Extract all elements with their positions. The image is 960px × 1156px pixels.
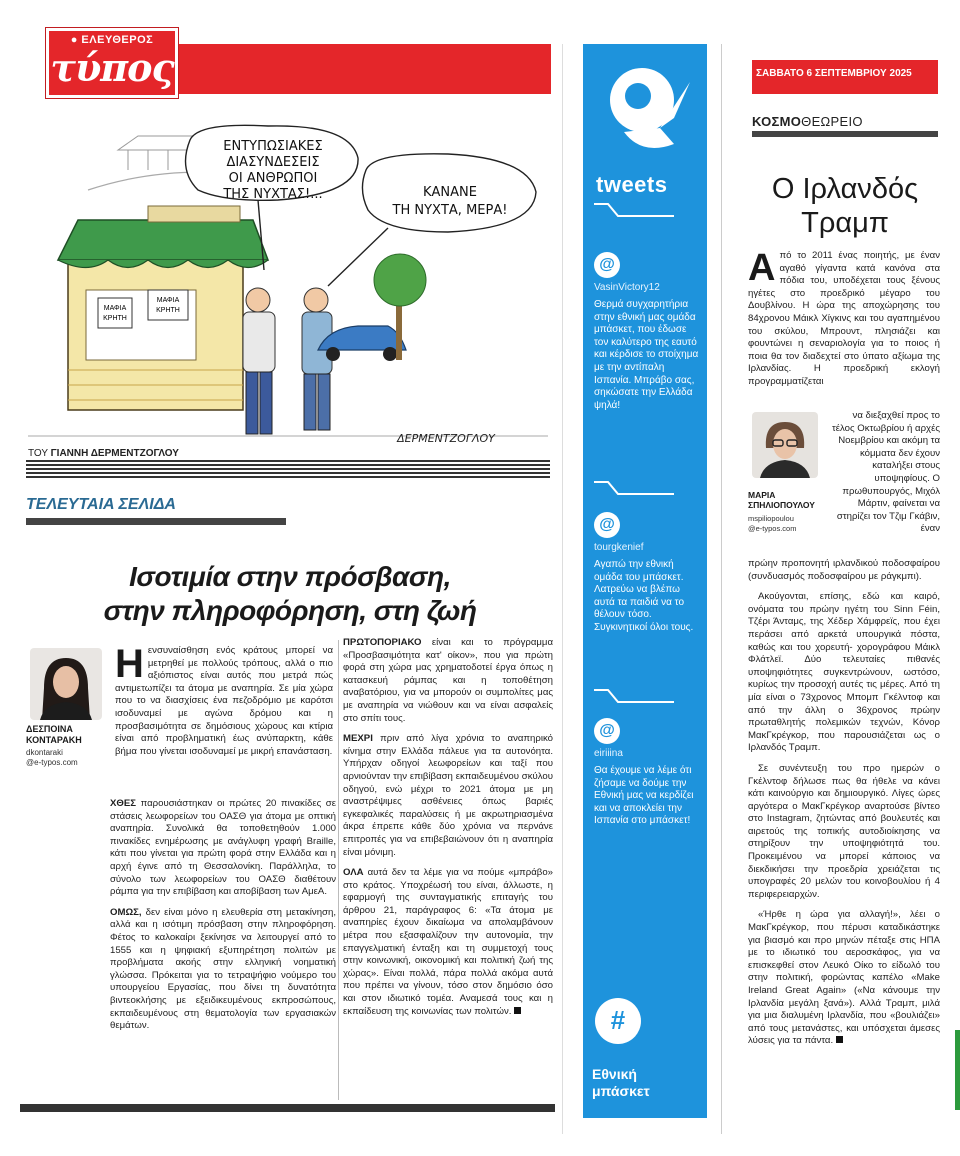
section-label: ΤΕΛΕΥΤΑΙΑ ΣΕΛΙΔΑ bbox=[26, 496, 176, 513]
paragraph-lead: ΜΕΧΡΙ bbox=[343, 733, 373, 745]
svg-text:ΤΗ ΝΥΧΤΑ, ΜΕΡΑ!: ΤΗ ΝΥΧΤΑ, ΜΕΡΑ! bbox=[392, 203, 508, 218]
tweet-user[interactable]: eiriiina bbox=[594, 748, 623, 759]
column-text-body bbox=[748, 558, 940, 1056]
dropcap: Η bbox=[115, 642, 144, 686]
columnist-handle: mspiliopoulou bbox=[748, 514, 794, 523]
article-column-1 bbox=[110, 798, 336, 1041]
end-mark bbox=[514, 1007, 521, 1014]
paragraph-lead: ΟΜΩΣ, bbox=[110, 906, 142, 918]
logo-subtitle: ● ΕΛΕΥΘΕΡΟΣ bbox=[70, 34, 154, 46]
title-line: Τραμπ bbox=[801, 207, 889, 239]
tweet-text: Θα έχουμε να λέμε ότι ζήσαμε να δούμε την Εθνική μας να κερδίζει και να αποκλείει την Ισπανία στο μπάσκετ! bbox=[594, 765, 694, 827]
zigzag-divider bbox=[594, 686, 674, 706]
paragraph: Σε συνέντευξη του προ ημερών ο Γκέλντοφ δήλωσε πως θα ήθελε να κάνει κάτι καινούργιο και δημιουργικό. Λίγες ώρες αργότερα ο ΜακΓκρέγκορ αναρτούσε βίντεο στο Instagram, ζητώντας από βουλευτές και αιρετούς της τοπικής αυτοδιοίκησης να στηρίξουν την υποψηφιότητά του. Προκειμένου να μπορεί κάποιος να διεκδικήσει την προεδρία χρειάζεται τις υπογραφές 20 μελών του κοινοβουλίου ή 4 περιφερειαρχών. bbox=[748, 762, 940, 900]
article-column-2 bbox=[343, 637, 553, 1026]
column-section-label bbox=[752, 114, 863, 129]
credit-prefix: ΤΟΥ bbox=[28, 448, 48, 459]
paragraph: είναι και το πρόγραμμα «Προσβασιμότητα κατ' οίκον», που για πρώτη φορά στη χώρα μας χρηματοδοτεί έργα όπως η κατασκευή ράμπας και η τοποθέτηση αναβατόριου, για να μπορούν οι συμπολίτες μας με αναπηρία να νιώθουν και να είναι ασφαλείς στο σπίτι τους. bbox=[343, 637, 553, 724]
columnist-email bbox=[748, 514, 796, 533]
article-headline bbox=[30, 560, 550, 628]
page-edge-marker bbox=[955, 1030, 960, 1110]
hashtag-label[interactable] bbox=[592, 1066, 650, 1100]
issue-date: ΣΑΒΒΑΤΟ 6 ΣΕΠΤΕΜΒΡΙΟΥ 2025 bbox=[756, 68, 912, 79]
svg-text:ΔΕΡΜΕΝΤΖΟΓΛΟΥ: ΔΕΡΜΕΝΤΖΟΓΛΟΥ bbox=[397, 432, 495, 445]
paragraph-lead: ΟΛΑ bbox=[343, 867, 364, 879]
tweets-logo-icon bbox=[590, 58, 700, 168]
author-photo bbox=[30, 648, 102, 720]
article-column-intro bbox=[115, 642, 333, 766]
paragraph: να διεξαχθεί προς το τέλος Οκτωβρίου ή αρχές Νοεμβρίου και ακόμη τα κόμματα δεν έχουν καταλήξει στους υποψηφίους. Ο πρωθυπουργός, Μιχόλ Μάρτιν, φαίνεται να στηρίζει τον Τζιμ Γκάβιν, έναν bbox=[831, 410, 940, 535]
column-text-top bbox=[748, 247, 940, 393]
title-line: Ο Ιρλανδός bbox=[771, 173, 919, 205]
bottom-rule bbox=[20, 1104, 555, 1112]
tweet-text: Αγαπώ την εθνική ομάδα του μπάσκετ. Λατρεύω να βλέπω αυτά τα παιδιά να το θέλουν τόσο. Συγκινητικοί όλοι τους. bbox=[594, 559, 694, 633]
at-icon: @ bbox=[594, 718, 620, 744]
paragraph: Ακούγονται, επίσης, εδώ και καιρό, ονόματα του πρώην ηγέτη του Sinn Féin, Τζέρι Άνταμς, της Χέδερ Χάμφρεϊς, που έχει περάσει από αρκετά υπουργικά πόστα, καθώς και του χορευτή- χορογράφου Μάικλ Φλάτλεϊ. Δύο τελευταίες πιθανές υποψηφιότητες συγκεντρώνουν, ωστόσο, κυρίως την προσοχή αυτές τις μέρες. Από τη μία είναι ο 73χρονος Μπομπ Γκέλντοφ και από την άλλη ο 36χρονος πρώην πρωταθλητής πολεμικών τεχνών, Κόνορ ΜακΓκρέγκορ, που παρουσιάζεται ως ο Ιρλανδός Τραμπ. bbox=[748, 591, 940, 754]
svg-text:ΟΙ ΑΝΘΡΩΠΟΙ: ΟΙ ΑΝΘΡΩΠΟΙ bbox=[228, 171, 318, 186]
kiosk-sign-2: ΜΑΦΙΑ bbox=[156, 297, 180, 304]
headline-line: στην πληροφόρηση, στη ζωή bbox=[103, 595, 477, 626]
column-text-beside-photo bbox=[828, 410, 940, 544]
at-icon: @ bbox=[594, 512, 620, 538]
tweet-item[interactable] bbox=[594, 512, 702, 635]
at-icon: @ bbox=[594, 252, 620, 278]
end-mark bbox=[836, 1036, 843, 1043]
paragraph: πριν από λίγα χρόνια το αναπηρικό κίνημα στην Ελλάδα πάλευε για τα αυτονόητα. Υπήρχαν οδηγοί λεωφορείων και ταξί που αρνιούνταν την επιβίβαση εκπαιδευμένου σκύλου οδηγού, ενώ μέχρι το 2021 άτομα με μη αναστρέψιμες ασθένειες όπως βαριές εγκεφαλικές παραλύσεις ή με ακρωτηριασμένα άκρα έπρεπε κάθε δύο χρόνια να περνάνε επιτροπές για να επιβεβαιώνουν ότι η αναπηρία είναι μόνιμη. bbox=[343, 733, 553, 858]
svg-text:ΚΑΝΑΝΕ: ΚΑΝΑΝΕ bbox=[423, 185, 477, 200]
svg-text:ΚΡΗΤΗ: ΚΡΗΤΗ bbox=[103, 315, 127, 322]
hashtag-icon[interactable]: # bbox=[595, 998, 641, 1044]
columnist-domain: @e-typos.com bbox=[748, 523, 797, 533]
headline-line: Ισοτιμία στην πρόσβαση, bbox=[129, 561, 451, 592]
zigzag-divider bbox=[594, 478, 674, 498]
dropcap: Α bbox=[748, 247, 776, 289]
paragraph-lead: ΠΡΩΤΟΠΟΡΙΑΚΟ bbox=[343, 637, 422, 648]
cartoonist-name: ΓΙΑΝΝΗ ΔΕΡΜΕΝΤΖΟΓΛΟΥ bbox=[50, 448, 179, 459]
section-rule bbox=[752, 131, 938, 137]
paragraph: αυτά δεν τα λέμε για να πούμε «μπράβο» στο κράτος. Υποχρέωσή του είναι, άλλωστε, η εφαρμογή της συνταγματικής επιταγής του άρθρου 21, παράγραφος 6: «Τα άτομα με αναπηρίες έχουν δικαίωμα να απολαμβάνουν μέτρα που εξασφαλίζουν την αυτονομία, την επαγγελματική ένταξη και τη συμμετοχή τους στην κοινωνική, οικονομική και πολιτική ζωή της χώρας». Είναι πολλά, πάρα πολλά ακόμα αυτά που πρέπει να γίνουν, τόσο στον δημόσιο όσο και στον ιδιωτικό τομέα. Αναμεσά τους και η εκπαίδευση της κοινωνίας των πολιτών. bbox=[343, 867, 553, 1017]
columnist-name: ΜΑΡΙΑ ΣΠΗΛΙΟΠΟΥΛΟΥ bbox=[748, 490, 815, 510]
paragraph-lead: ΧΘΕΣ bbox=[110, 798, 137, 809]
section-rest: ΘΕΩΡΕΙΟ bbox=[801, 114, 863, 129]
paragraph: δεν είναι μόνο η ελευθερία στη μετακίνηση, αλλά και η ισότιμη πρόσβαση στην πληροφόρηση. Φέτος το καλοκαίρι ξεκίνησε να λειτουργεί από το 1555 και η ψηφιακή εξυπηρέτηση πολιτών με προβλήματα ακοής στην ελληνική νοηματική γλώσσα. Πρόκειται για το τετραψήφιο νούμερο του υπουργείου Εργασίας, που δίνει τη δυνατότητα βιντεοκλήσης με εξειδικευμένους εκπροσώπους, εκπαιδευμένους στη θεματολογία των εργασιακών θεμάτων. bbox=[110, 906, 336, 1032]
tweet-user[interactable]: tourgkenief bbox=[594, 542, 644, 553]
tweets-title: tweets bbox=[596, 172, 668, 197]
paragraph: παρουσιάστηκαν οι πρώτες 20 πινακίδες σε στάσεις λεωφορείων του ΟΑΣΘ για άτομα με οπτική αναπηρία. Συνολικά θα τοποθετηθούν 1.000 πινακίδες ενημέρωσης με ανάγλυφη γραφή Braille, κάτι που γίνεται για πρώτη φορά στην Ελλάδα και η αρχή έγινε από τη Θεσσαλονίκη. Παράλληλα, το σύνολο των λεωφορείων του ΟΑΣΘ διαθέτουν ράμπα για την επιβίβαση και αποβίβαση των ΑμεΑ. bbox=[110, 798, 336, 898]
paragraph: πό το 2011 ένας ποιητής, με έναν αγαθό γίγαντα κατά κανόνα στα πόδια του, υποδέχεται τους ξένους ηγέτες στο προεδρικό μέγαρο του Δουβλίνου. Η ώρα της αποχώρησης του 84χρονου Μάικλ Χίγκινς και του αγαπημένου του σκύλου, Μπρουντ, πλησιάζει και φουντώνει η σεναριολογία για το ποιος ή ποια θα τον διαδεχτεί στο ύπατο αξίωμα της Ιρλανδίας. Η προεδρική εκλογή προγραμματίζεται bbox=[748, 250, 940, 387]
paragraph: «Ήρθε η ώρα για αλλαγή!», λέει ο ΜακΓκρέγκορ, που πέρυσι καταδικάστηκε για βιασμό και προ μηνών πέταξε στις ΗΠΑ με το ιδιωτικό του αεροσκάφος, για να επισκεφθεί στον Λευκό Οίκο το είδωλό του στην πολιτική, φορώντας καπέλο «Make Ireland Great Again» («Να κάνουμε την Ιρλανδία μεγάλη ξανά»). Αλλά Τραμπ, μιλά για μια διαλυμένη Ιρλανδία, που «βουλιάζει» από τους μετανάστες, και υπόσχεται άμεσες λύσεις για τα πάντα. bbox=[748, 909, 940, 1047]
column-divider bbox=[338, 640, 339, 1100]
author-handle: dkontaraki bbox=[26, 748, 63, 757]
tweet-item[interactable] bbox=[594, 718, 702, 828]
columnist-photo bbox=[752, 412, 818, 478]
svg-text:ΔΙΑΣΥΝΔΕΣΕΙΣ: ΔΙΑΣΥΝΔΕΣΕΙΣ bbox=[226, 155, 320, 170]
svg-text:ΕΝΤΥΠΩΣΙΑΚΕΣ: ΕΝΤΥΠΩΣΙΑΚΕΣ bbox=[223, 139, 323, 154]
tweet-user[interactable]: VasinVictory12 bbox=[594, 282, 660, 293]
kiosk-sign-1: ΜΑΦΙΑ bbox=[103, 305, 127, 312]
divider bbox=[562, 44, 563, 1134]
hatched-divider bbox=[26, 460, 550, 480]
author-domain: @e-typos.com bbox=[26, 758, 78, 767]
tweet-item[interactable] bbox=[594, 252, 702, 412]
paragraph: πρώην προπονητή ιρλανδικού ποδοσφαίρου (συνδυασμός ποδοσφαίρου με ράγκμπι). bbox=[748, 558, 940, 582]
hashtag-line: μπάσκετ bbox=[592, 1083, 650, 1099]
paragraph: ενσυναίσθηση ενός κράτους μπορεί να μετρηθεί με πολλούς τρόπους, αλλά ο πιο αξιόπιστος είναι αυτός που μετρά πώς αντιμετωπίζει τα άτομα με αναπηρία. Σε μία χώρα που το να διασχίσεις ένα πεζοδρόμιο με καρότσι ισοδυναμεί με αγώνα δρόμου και η προσβασιμότητα σε δημόσιους χώρους και κτίρια είναι από προβληματική έως ανύπαρκτη, κάθε βήμα που γίνεται ισοδυναμεί με μικρή επανάσταση. bbox=[115, 645, 333, 757]
hashtag-line: Εθνική bbox=[592, 1066, 637, 1082]
newspaper-logo[interactable] bbox=[46, 28, 178, 98]
author-name: ΔΕΣΠΟΙΝΑ ΚΟΝΤΑΡΑΚΗ bbox=[26, 724, 82, 745]
author-email bbox=[26, 748, 78, 768]
cartoon-illustration bbox=[28, 110, 548, 448]
zigzag-divider bbox=[594, 200, 674, 220]
column-title bbox=[730, 172, 960, 240]
tweet-text: Θερμά συγχαρητήρια στην εθνική μας ομάδα μπάσκετ, που έδωσε τον καλύτερο της εαυτό και κέρδισε το στοίχημα με την αντίπαλη Ισπανία. Μπράβο σας, σηκώσατε την Ελλάδα ψηλά! bbox=[594, 299, 699, 411]
divider bbox=[721, 44, 722, 1134]
logo-name: τύπος bbox=[50, 45, 174, 90]
section-rule bbox=[26, 518, 286, 525]
masthead-red-bar bbox=[168, 44, 551, 94]
section-bold: ΚΟΣΜΟ bbox=[752, 114, 802, 129]
svg-text:ΚΡΗΤΗ: ΚΡΗΤΗ bbox=[156, 307, 180, 314]
svg-text:ΤΗΣ ΝΥΧΤΑΣ!...: ΤΗΣ ΝΥΧΤΑΣ!... bbox=[223, 187, 323, 202]
cartoon-credit bbox=[28, 448, 179, 459]
